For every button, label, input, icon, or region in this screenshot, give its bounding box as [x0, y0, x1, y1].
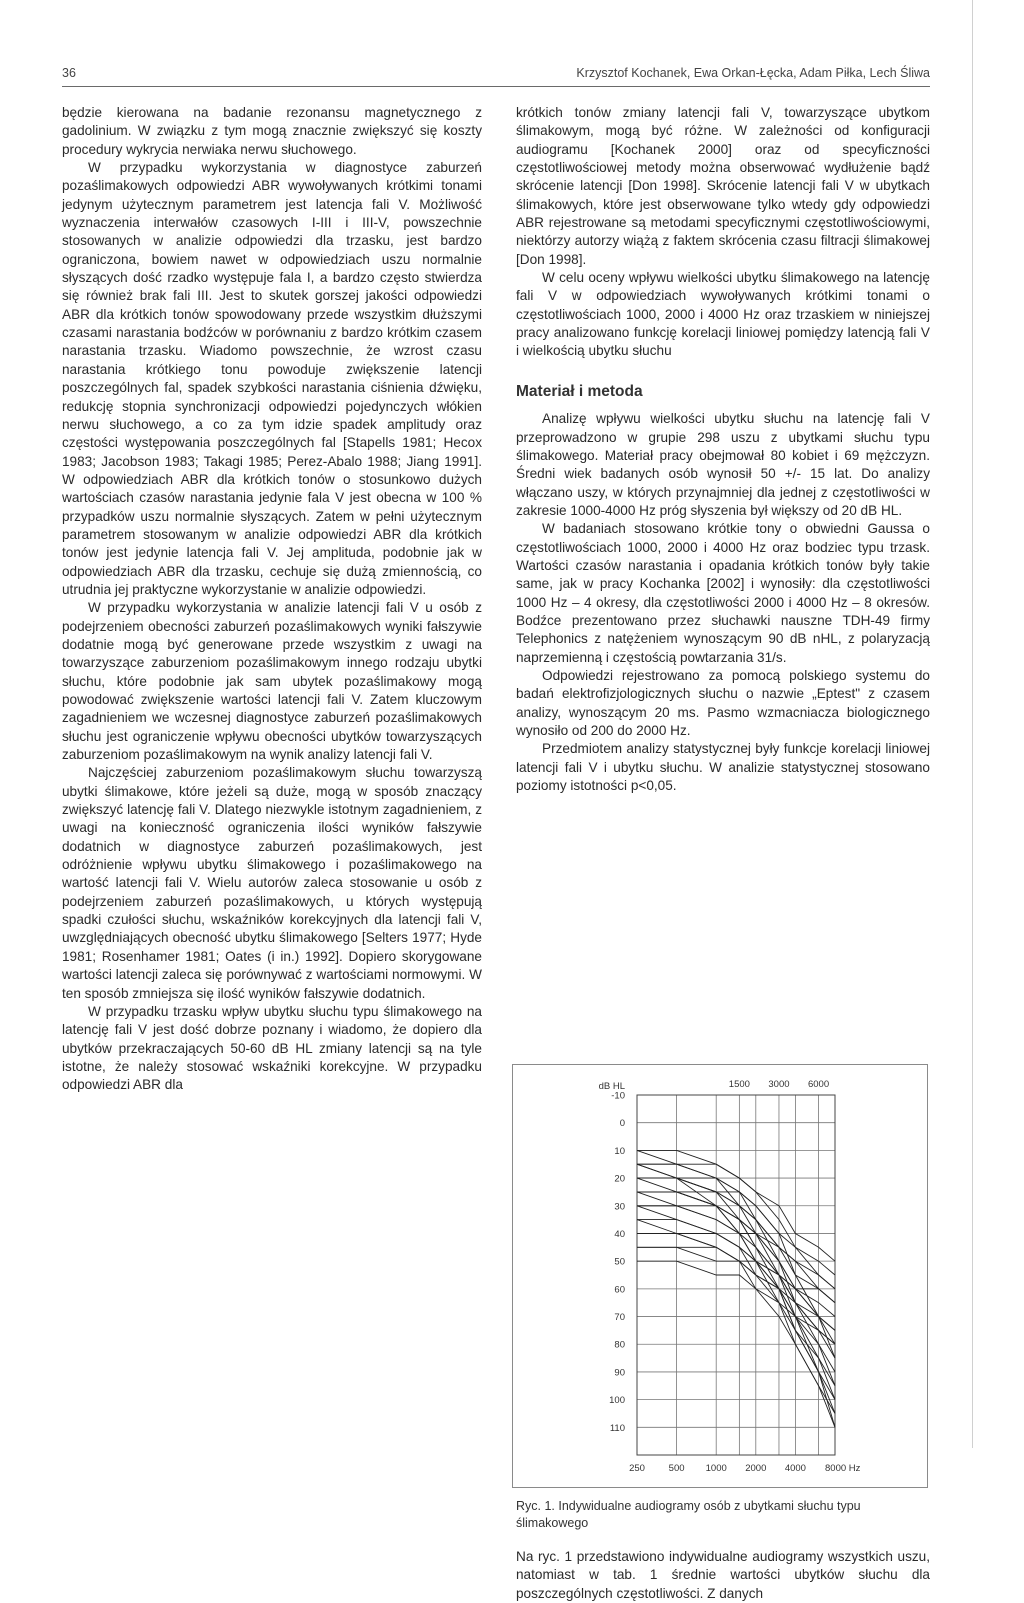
audiogram-series-line	[637, 1178, 835, 1303]
audiogram-series-line	[637, 1164, 835, 1261]
y-tick-label: 60	[614, 1284, 625, 1296]
y-tick-label: 100	[609, 1395, 625, 1407]
paragraph: Przedmiotem analizy statystycznej były funkcje korelacji liniowej latencji fali V i ubytku słuchu. W analizie statystycznej stosowano poziomy istotności p<0,05.	[516, 741, 930, 794]
audiogram-chart	[513, 1065, 927, 1487]
paragraph: krótkich tonów zmiany latencji fali V, towarzyszące ubytkom ślimakowym, mogą być różne. W zależności od konfiguracji audiogramu [Kochanek 2000] oraz od specyficzności częstotliwościowej metody można obserwować wydłużenie bądź skrócenie latencji [Don 1998]. Skrócenie latencji fali V w ubytkach ślimakowych, które jest obserwowane tylko wtedy gdy odpowiedzi ABR rejestrowane są metodami specyficznymi częstotliwościowymi, niektórzy autorzy wiążą z faktem skrócenia czasu filtracji ślimakowej [Don 1998].	[516, 105, 930, 267]
audiogram-series-line	[637, 1192, 835, 1289]
x-tick-label: 500	[668, 1463, 685, 1474]
paragraph: Na ryc. 1 przedstawiono indywidualne audiogramy wszystkich uszu, natomiast w tab. 1 średnie wartości ubytków słuchu dla poszczególnych częstotliwości. Z danych	[516, 1549, 930, 1601]
y-tick-label: -10	[611, 1090, 625, 1102]
y-axis-label: dB HL	[598, 1081, 625, 1092]
figure-caption: Ryc. 1. Indywidualne audiogramy osób z ubytkami słuchu typu ślimakowego	[516, 1499, 861, 1530]
y-tick-label: 80	[614, 1339, 625, 1351]
paragraph: W badaniach stosowano krótkie tony o obwiedni Gaussa o częstotliwościach 1000, 2000 i 4000 Hz oraz bodziec typu trzask. Wartości czasów narastania i opadania krótkich tonów były takie same, jak w pracy Kochanka [2002] i wynosiły: dla częstotliwości 1000 Hz – 4 okresy, dla częstotliwości 2000 i 4000 Hz – 8 okresów. Bodźce prezentowano przez słuchawki nauszne TDH-49 firmy Telephonics z natężeniem wynoszącym 90 dB nHL, z polaryzacją naprzemienną i częstością powtarzania 31/s.	[516, 521, 930, 665]
page-number: 36	[62, 66, 76, 80]
paragraph: W przypadku trzasku wpływ ubytku słuchu typu ślimakowego na latencję fali V jest dość dobrze poznany i wiadomo, że dopiero dla ubytków przekraczających 50-60 dB HL zmiany latencji są na tyle istotne, że należy stosować wskaźniki korekcyjne. W przypadku odpowiedzi ABR dla	[62, 1003, 482, 1093]
paragraph: Analizę wpływu wielkości ubytku słuchu na latencję fali V przeprowadzono w grupie 298 uszu z ubytkami słuchu typu ślimakowego. Materiał pracy obejmował 80 kobiet i 69 mężczyzn. Średni wiek badanych osób wynosił 50 +/- 15 lat. Do analizy włączano uszy, w których przynajmniej dla jednej z częstotliwości w zakresie 1000-4000 Hz próg słyszenia był większy od 20 dB HL.	[516, 411, 930, 518]
y-tick-label: 10	[614, 1145, 625, 1157]
left-column	[62, 104, 482, 1095]
audiogram-series-line	[637, 1164, 835, 1344]
paragraph: będzie kierowana na badanie rezonansu magnetycznego z gadolinium. W związku z tym mogą znacznie zwiększyć się koszty procedury wykrycia nerwiaka nerwu słuchowego.	[62, 105, 482, 157]
right-column	[516, 104, 930, 795]
y-tick-label: 0	[619, 1118, 625, 1130]
x-tick-label-top: 6000	[807, 1079, 830, 1090]
y-tick-label: 70	[614, 1312, 625, 1324]
x-tick-label: 2000	[745, 1463, 767, 1474]
x-tick-label: 4000	[784, 1463, 806, 1474]
audiogram-series-line	[637, 1178, 835, 1358]
x-tick-label: 1000	[705, 1463, 727, 1474]
y-tick-label: 90	[614, 1367, 625, 1379]
x-tick-label-top: 3000	[768, 1079, 790, 1090]
y-tick-label: 110	[609, 1422, 625, 1434]
running-header	[62, 64, 930, 87]
x-tick-label: 250	[629, 1463, 645, 1474]
text-after-figure	[516, 1548, 930, 1603]
audiogram-series-line	[637, 1220, 835, 1428]
x-tick-label-top: 1500	[728, 1079, 750, 1090]
y-tick-label: 50	[614, 1256, 625, 1268]
paragraph: Odpowiedzi rejestrowano za pomocą polskiego systemu do badań elektrofizjologicznych słuchu o nazwie „Eptest" z czasem analizy, wynoszącym 20 ms. Pasmo wzmacniacza biologicznego wynosiło od 200 do 2000 Hz.	[516, 667, 930, 738]
y-tick-label: 30	[614, 1201, 625, 1213]
paragraph: Najczęściej zaburzeniom pozaślimakowym słuchu towarzyszą ubytki ślimakowe, które jeżeli są duże, mogą w sposób znaczący zwiększyć latencję fali V. Dlatego niezwykle istotnym zagadnieniem, z uwagi na konieczność ograniczenia ilości wyników fałszywie dodatnich w diagnostyce zaburzeń pozaślimakowych, jest odróżnienie wpływu ubytku ślimakowego i pozaślimakowego na wartość latencji fali V. Wielu autorów zaleca stosowanie u osób z podejrzeniem zaburzeń pozaślimakowych, u których występują spadki czułości słuchu, wskaźników korekcyjnych dla latencji fali V, uwzględniających obecność ubytku ślimakowego [Selters 1977; Hyde 1981; Rosenhamer 1981; Oates (i in.) 1992]. Dopiero skorygowane wartości latencji zaleca się porównywać z wartościami normowymi. W ten sposób zmniejsza się ilość wyników fałszywie dodatnich.	[62, 765, 482, 1001]
audiogram-series-line	[637, 1206, 835, 1414]
section-heading: Materiał i metoda	[516, 382, 643, 400]
paragraph: W przypadku wykorzystania w diagnostyce zaburzeń pozaślimakowych odpowiedzi ABR wywoływanych krótkimi tonami jedynym użytecznym parametrem jest latencja fali V. Możliwość wyznaczenia interwałów czasowych I-III i III-V, powszechnie stosowanych w analizie odpowiedzi dla trzasku, jest bardzo ograniczona, bowiem nawet w odpowiedziach uszu normalnie słyszących dość rzadko występuje fala I, a bardzo często stwierdza się również brak fali III. Jest to skutek gorszej jakości odpowiedzi ABR dla krótkich tonów spowodowany przede wszystkim dłuższymi czasami narastania bodźców w porównaniu z bardzo krótkim czasem narastania trzasku. Wiadomo powszechnie, że wzrost czasu narastania krótkiego tonu powoduje zwiększenie latencji poszczególnych fal, spadek szybkości narastania ciśnienia dźwięku, redukcję stopnia synchronizacji odpowiedzi pojedynczych włókien nerwu słuchowego, a co za tym idzie spadek amplitudy oraz częstości występowania poszczególnych fal [Stapells 1981; Hecox 1983; Jacobson 1983; Takagi 1985; Perez-Abalo 1988; Jiang 1991]. W odpowiedziach ABR dla krótkich tonów o stosunkowo dużych wartościach czasów narastania jedynie fala V jest obecna w 100 % przypadków uszu normalnie słyszących. Zatem w pełni użytecznym parametrem stosowanym w analizie odpowiedzi ABR dla krótkich tonów jest jedynie latencja fali V. Jej amplituda, podobnie jak w odpowiedziach ABR dla trzasku, cechuje się dużą zmiennością, co utrudnia jej praktyczne wykorzystanie w analizie odpowiedzi.	[62, 160, 482, 597]
y-tick-label: 40	[614, 1228, 625, 1240]
audiogram-series-line	[637, 1178, 835, 1386]
running-header-authors: Krzysztof Kochanek, Ewa Orkan-Łęcka, Adam Piłka, Lech Śliwa	[576, 66, 930, 80]
paragraph: W celu oceny wpływu wielkości ubytku ślimakowego na latencję fali V w odpowiedziach wywoływanych krótkimi tonami o częstotliwościach 1000, 2000 i 4000 Hz oraz trzaskiem w niniejszej pracy analizowano funkcję korelacji liniowej pomiędzy latencją fali V i wielkością ubytku słuchu	[516, 270, 930, 359]
x-tick-label: 8000 Hz	[825, 1463, 861, 1474]
y-tick-label: 20	[614, 1173, 625, 1185]
figure-frame	[512, 1064, 928, 1488]
figure-1	[512, 1064, 932, 1488]
paragraph: W przypadku wykorzystania w analizie latencji fali V u osób z podejrzeniem obecności zaburzeń pozaślimakowych wyniki fałszywie dodatnie mogą być generowane przede wszystkim z uwagi na towarzyszące zaburzeniom pozaślimakowym innego rodzaju ubytki słuchu, które podobnie jak sam ubytek pozaślimakowy mogą powodować zwiększenie wartości latencji fali V. Zatem kluczowym zagadnieniem we wczesnej diagnostyce zaburzeń pozaślimakowych słuchu jest ograniczenie wpływu obecności ubytków towarzyszących zaburzeniom pozaślimakowym na wynik analizy latencji fali V.	[62, 600, 482, 763]
page-edge-line	[972, 0, 973, 1448]
